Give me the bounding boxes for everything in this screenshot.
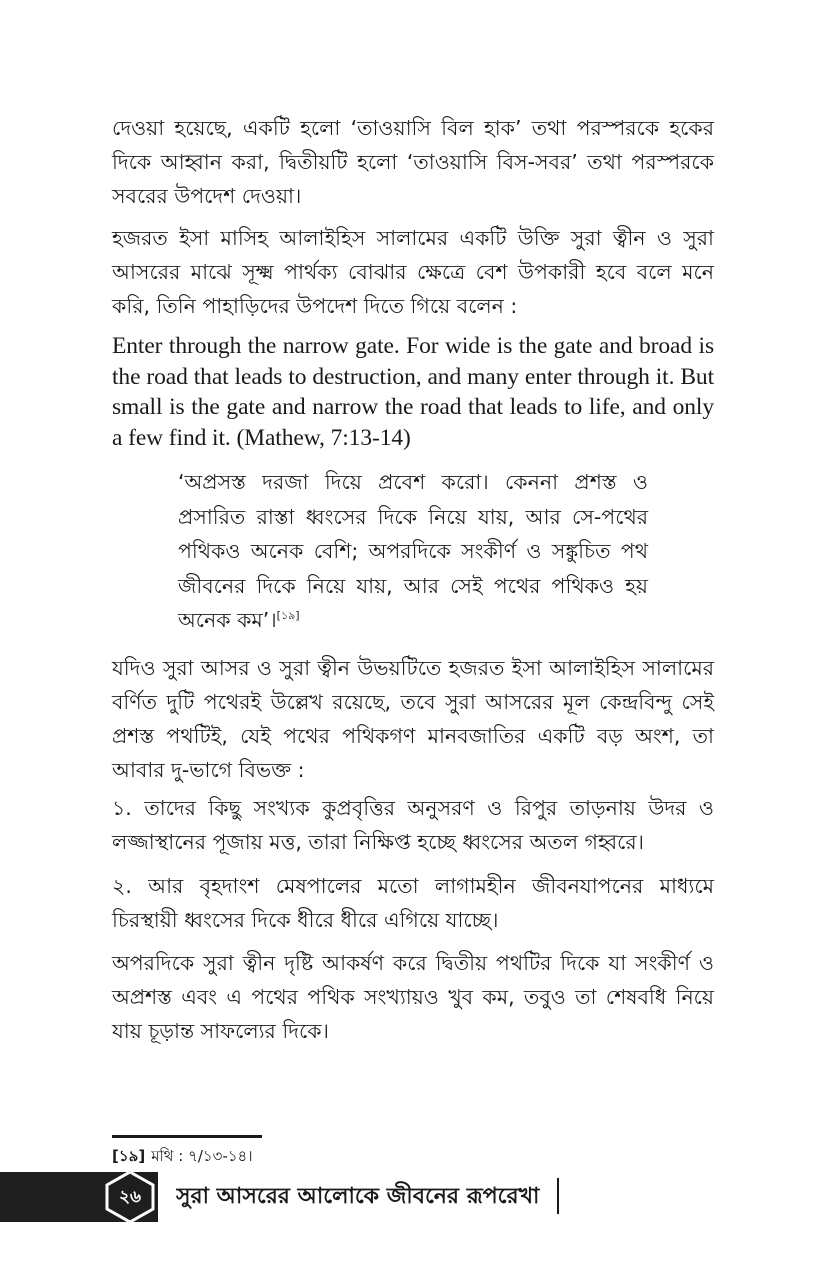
bengali-quote-text: ‘অপ্রসস্ত দরজা দিয়ে প্রবেশ করো। কেননা প্রশস্ত ও প্রসারিত রাস্তা ধ্বংসের দিকে নিয়ে যায়, আর সে-পথের পথিকও অনেক বেশি; অপরদিকে সংকীর্ণ ও সঙ্কুচিত পথ জীবনের দিকে নিয়ে যায়, আর সেই পথের পথিকও হয় অনেক কম’। xyxy=(178,470,648,632)
running-book-title: সুরা আসরের আলোকে জীবনের রূপরেখা xyxy=(176,1184,540,1209)
paragraph-isa-quote-intro: হজরত ইসা মাসিহ আলাইহিস সালামের একটি উক্তি সুরা ত্বীন ও সুরা আসরের মাঝে সূক্ষ্ম পার্থক্য বোঝার ক্ষেত্রে বেশ উপকারী হবে বলে মনে করি, তিনি পাহাড়িদের উপদেশ দিতে গিয়ে বলেন : xyxy=(112,226,714,318)
paragraph-two-paths: যদিও সুরা আসর ও সুরা ত্বীন উভয়টিতে হজরত ইসা আলাইহিস সালামের বর্ণিত দুটি পথেরই উল্লেখ রয়েছে, তবে সুরা আসরের মূল কেন্দ্রবিন্দু সেই প্রশস্ত পথটিই, যেই পথের পথিকগণ মানবজাতির একটি বড় অংশ, তা আবার দু-ভাগে বিভক্ত : xyxy=(112,656,714,782)
bengali-translated-quote xyxy=(178,465,648,638)
page-number: ২৬ xyxy=(118,1187,142,1207)
title-divider xyxy=(557,1178,559,1214)
point-two: ২. আর বৃহদাংশ মেষপালের মতো লাগামহীন জীবনযাপনের মাধ্যমে চিরস্থায়ী ধ্বংসের দিকে ধীরে ধীরে এগিয়ে যাচ্ছে। xyxy=(112,874,714,932)
english-bible-quote: Enter through the narrow gate. For wide is the gate and broad is the road that leads to destruction, and many enter through it. But small is the gate and narrow the road that leads to life, and only a few find it. (Mathew, 7:13-14) xyxy=(112,333,714,451)
footnote xyxy=(112,1146,253,1166)
point-one: ১. তাদের কিছু সংখ্যক কুপ্রবৃত্তির অনুসরণ ও রিপুর তাড়নায় উদর ও লজ্জাস্থানের পূজায় মত্ত, তারা নিক্ষিপ্ত হচ্ছে ধ্বংসের অতল গহ্বরে। xyxy=(112,796,714,854)
footnote-number: [১৯] xyxy=(112,1147,146,1165)
paragraph-intro: দেওয়া হয়েছে, একটি হলো ‘তাওয়াসি বিল হাক’ তথা পরস্পরকে হকের দিকে আহ্বান করা, দ্বিতীয়টি হলো ‘তাওয়াসি বিস-সবর’ তথা পরস্পরকে সবরের উপদেশ দেওয়া। xyxy=(112,116,714,208)
page-number-badge xyxy=(103,1170,157,1224)
footnote-reference: [১৯] xyxy=(276,609,300,623)
paragraph-surah-tin: অপরদিকে সুরা ত্বীন দৃষ্টি আকর্ষণ করে দ্বিতীয় পথটির দিকে যা সংকীর্ণ ও অপ্রশস্ত এবং এ পথের পথিক সংখ্যায়ও খুব কম, তবুও তা শেষবধি নিয়ে যায় চূড়ান্ত সাফল্যের দিকে। xyxy=(112,951,714,1043)
footnote-text: মথি : ৭/১৩-১৪। xyxy=(151,1147,253,1165)
footnote-divider xyxy=(112,1135,262,1138)
